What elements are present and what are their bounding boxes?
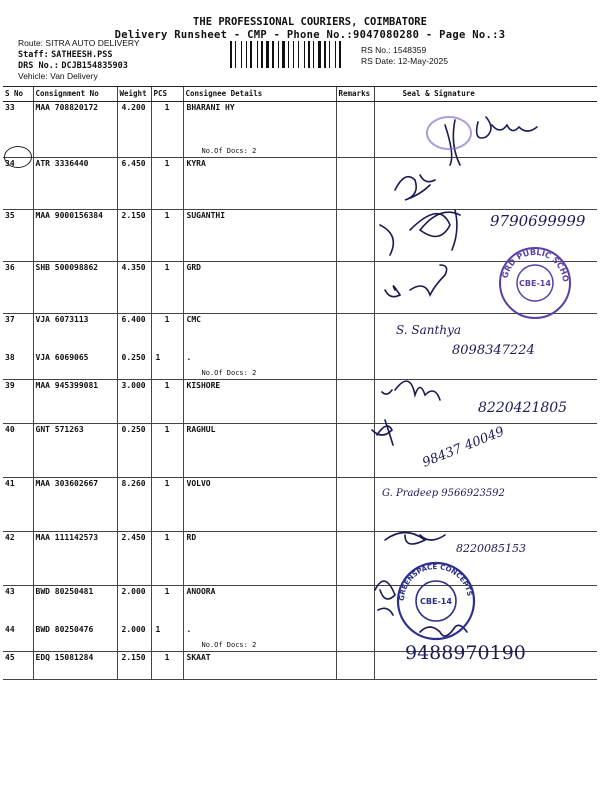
company-stamp-inner: CBE-14 xyxy=(420,597,452,606)
barcode xyxy=(230,41,355,68)
consignee-name: VOLVO xyxy=(186,479,211,488)
barcode-bar xyxy=(278,41,279,68)
table-row xyxy=(3,262,597,314)
serial-number: 36 xyxy=(5,263,15,272)
serial-number: 42 xyxy=(5,533,15,542)
consignee-name: KISHORE xyxy=(186,381,221,390)
pieces-cell xyxy=(151,380,183,424)
consignment-number-cell xyxy=(33,532,117,586)
barcode-bar xyxy=(298,41,299,68)
consignee-name-sub: . xyxy=(186,625,192,634)
weight-cell xyxy=(117,424,151,478)
barcode-bar xyxy=(324,41,326,68)
barcode-bar xyxy=(331,41,334,68)
vehicle-info xyxy=(18,71,98,82)
barcode-bar xyxy=(241,41,242,68)
weight-cell xyxy=(117,262,151,314)
pieces: 1 xyxy=(164,533,170,542)
table-row xyxy=(3,532,597,586)
barcode-bar xyxy=(337,41,338,68)
handwritten-phone-39: 8220421805 xyxy=(478,400,568,416)
consignee-name: ANOORA xyxy=(186,587,216,596)
barcode-bar xyxy=(286,41,287,68)
col-seal-signature: Seal & Signature xyxy=(374,87,597,102)
barcode-bar xyxy=(288,41,289,68)
table-row xyxy=(3,424,597,478)
weight: 8.260 xyxy=(121,479,146,488)
consignment-number-cell xyxy=(33,380,117,424)
table-row xyxy=(3,158,597,210)
serial-number-cell xyxy=(3,314,33,380)
barcode-bar xyxy=(259,41,260,68)
barcode-bar xyxy=(313,41,314,68)
barcode-bar xyxy=(282,41,285,68)
barcode-bar xyxy=(246,41,247,68)
serial-number-cell xyxy=(3,532,33,586)
barcode-bar xyxy=(248,41,249,68)
weight-cell xyxy=(117,314,151,380)
consignment-number: VJA 6073113 xyxy=(35,315,89,324)
consignee-name: RAGHUL xyxy=(186,425,216,434)
signature-cell xyxy=(374,102,597,158)
consignee-name: CMC xyxy=(186,315,201,324)
col-weight: Weight xyxy=(117,87,151,102)
serial-number: 41 xyxy=(5,479,15,488)
consignment-table xyxy=(3,86,597,680)
weight-cell xyxy=(117,380,151,424)
drs-value: DCJB154835903 xyxy=(61,61,128,71)
weight: 2.000 xyxy=(121,587,146,596)
pieces-sub: 1 xyxy=(155,353,161,362)
company-title: THE PROFESSIONAL COURIERS, COIMBATORE xyxy=(193,16,427,28)
docs-count-sub: No.Of Docs: 2 xyxy=(201,369,257,377)
barcode-bar xyxy=(264,41,265,68)
consignment-number-cell xyxy=(33,652,117,680)
consignee-cell xyxy=(183,652,336,680)
consignment-number: MAA 708820172 xyxy=(35,103,99,112)
weight-cell xyxy=(117,210,151,262)
consignee-name: GRD xyxy=(186,263,201,272)
consignee-cell xyxy=(183,532,336,586)
pieces: 1 xyxy=(164,315,170,324)
consignment-number-cell xyxy=(33,478,117,532)
serial-number: 34 xyxy=(5,159,15,168)
pieces: 1 xyxy=(164,211,170,220)
consignment-number-sub: BWD 80250476 xyxy=(35,625,94,634)
consignee-cell xyxy=(183,314,336,380)
pieces-cell xyxy=(151,424,183,478)
barcode-bar xyxy=(306,41,307,68)
serial-number: 35 xyxy=(5,211,15,220)
staff-label: Staff: xyxy=(18,50,49,60)
remarks-cell xyxy=(336,158,374,210)
barcode-bar xyxy=(272,41,274,68)
handwritten-name-41: G. Pradeep 9566923592 xyxy=(382,488,505,499)
barcode-bar xyxy=(266,41,269,68)
consignee-name: RD xyxy=(186,533,197,542)
handwritten-phone-45: 9488970190 xyxy=(405,642,526,664)
vehicle-label: Vehicle: xyxy=(18,71,48,81)
weight: 6.400 xyxy=(121,315,146,324)
consignment-number-sub: VJA 6069065 xyxy=(35,353,89,362)
barcode-bar xyxy=(253,41,256,68)
pieces: 1 xyxy=(164,263,170,272)
weight: 2.450 xyxy=(121,533,146,542)
table-row xyxy=(3,102,597,158)
pieces-cell xyxy=(151,210,183,262)
pieces: 1 xyxy=(164,587,170,596)
consignment-number-cell xyxy=(33,102,117,158)
serial-number-sub: 44 xyxy=(5,625,15,634)
barcode-bar xyxy=(304,41,305,68)
pieces-cell xyxy=(151,158,183,210)
serial-number: 33 xyxy=(5,103,15,112)
school-stamp-text: GRD PUBLIC SCHO xyxy=(500,247,571,283)
staff-value: SATHEESH.PSS xyxy=(51,50,113,60)
pieces-cell xyxy=(151,314,183,380)
remarks-cell xyxy=(336,652,374,680)
serial-number-cell xyxy=(3,424,33,478)
consignee-cell xyxy=(183,380,336,424)
consignee-name-sub: . xyxy=(186,353,192,362)
barcode-bar xyxy=(335,41,336,68)
consignment-number: MAA 111142573 xyxy=(35,533,99,542)
table-row xyxy=(3,478,597,532)
consignment-number-cell xyxy=(33,262,117,314)
consignee-cell xyxy=(183,210,336,262)
serial-number: 37 xyxy=(5,315,15,324)
consignment-number: BWD 80250481 xyxy=(35,587,94,596)
consignment-number-cell xyxy=(33,158,117,210)
remarks-cell xyxy=(336,532,374,586)
consignment-number-cell xyxy=(33,210,117,262)
handwritten-name-37: S. Santhya xyxy=(396,323,462,337)
handwritten-phone-42: 8220085153 xyxy=(456,542,526,555)
rs-date: RS Date: 12-May-2025 xyxy=(361,56,448,66)
consignee-name: SKAAT xyxy=(186,653,211,662)
remarks-cell xyxy=(336,424,374,478)
handwritten-phone-38: 8098347224 xyxy=(452,343,535,358)
consignee-name: KYRA xyxy=(186,159,206,168)
signature-cell xyxy=(374,478,597,532)
barcode-bar xyxy=(257,41,258,68)
barcode-bar xyxy=(329,41,330,68)
pieces-cell xyxy=(151,652,183,680)
col-consignee: Consignee Details xyxy=(183,87,336,102)
barcode-bar xyxy=(243,41,245,68)
consignment-number-cell xyxy=(33,314,117,380)
barcode-bar xyxy=(308,41,310,68)
serial-number-cell xyxy=(3,652,33,680)
barcode-bar xyxy=(280,41,281,68)
serial-number-cell xyxy=(3,262,33,314)
serial-number-sub: 38 xyxy=(5,353,15,362)
remarks-cell xyxy=(336,314,374,380)
barcode-bar xyxy=(295,41,297,68)
rs-number: RS No.: 1548359 xyxy=(361,45,427,55)
consignee-cell xyxy=(183,158,336,210)
col-remarks: Remarks xyxy=(336,87,374,102)
barcode-bar xyxy=(270,41,271,68)
remarks-cell xyxy=(336,102,374,158)
consignment-number: MAA 945399081 xyxy=(35,381,99,390)
serial-number-cell xyxy=(3,380,33,424)
serial-number-cell xyxy=(3,478,33,532)
remarks-cell xyxy=(336,210,374,262)
barcode-bar xyxy=(233,41,234,68)
consignee-cell xyxy=(183,586,336,652)
remarks-cell xyxy=(336,586,374,652)
weight: 4.200 xyxy=(121,103,146,112)
consignee-name: SUGANTHI xyxy=(186,211,226,220)
weight: 4.350 xyxy=(121,263,146,272)
weight-cell xyxy=(117,586,151,652)
weight-cell xyxy=(117,102,151,158)
pieces: 1 xyxy=(164,103,170,112)
barcode-bar xyxy=(275,41,277,68)
barcode-bar xyxy=(235,41,236,68)
pieces: 1 xyxy=(164,159,170,168)
consignment-number: SHB 500098862 xyxy=(35,263,99,272)
route-label: Route: xyxy=(18,38,44,48)
weight: 3.000 xyxy=(121,381,146,390)
route-value: SITRA AUTO DELIVERY xyxy=(45,38,140,48)
barcode-bar xyxy=(311,41,312,68)
remarks-cell xyxy=(336,380,374,424)
col-sno: S No xyxy=(3,87,33,102)
barcode-bar xyxy=(315,41,317,68)
signature-cell xyxy=(374,158,597,210)
consignee-cell xyxy=(183,262,336,314)
drs-label: DRS No.: xyxy=(18,61,59,71)
weight: 2.150 xyxy=(121,211,146,220)
weight-cell xyxy=(117,158,151,210)
pieces-cell xyxy=(151,532,183,586)
barcode-bar xyxy=(322,41,323,68)
serial-number: 45 xyxy=(5,653,15,662)
remarks-cell xyxy=(336,262,374,314)
weight: 0.250 xyxy=(121,425,146,434)
serial-number: 39 xyxy=(5,381,15,390)
pieces: 1 xyxy=(164,425,170,434)
barcode-bar xyxy=(261,41,263,68)
consignee-cell xyxy=(183,478,336,532)
barcode-bar xyxy=(250,41,252,68)
weight-sub: 0.250 xyxy=(121,353,146,362)
company-stamp-text: GREENSPACE CONCEPTS xyxy=(397,562,474,602)
serial-number-cell xyxy=(3,210,33,262)
pieces-cell xyxy=(151,262,183,314)
pieces-cell xyxy=(151,478,183,532)
barcode-bar xyxy=(300,41,303,68)
consignment-number: EDQ 15081284 xyxy=(35,653,94,662)
consignment-number-cell xyxy=(33,586,117,652)
pieces-cell xyxy=(151,102,183,158)
weight-cell xyxy=(117,532,151,586)
serial-number: 40 xyxy=(5,425,15,434)
consignee-cell xyxy=(183,424,336,478)
weight: 6.450 xyxy=(121,159,146,168)
weight-cell xyxy=(117,478,151,532)
school-stamp-inner: CBE-14 xyxy=(519,279,551,288)
remarks-cell xyxy=(336,478,374,532)
weight-cell xyxy=(117,652,151,680)
barcode-bar xyxy=(293,41,294,68)
runsheet-title: Delivery Runsheet - CMP - Phone No.:9047080280 - Page No.:3 xyxy=(114,29,506,41)
consignment-number: MAA 303602667 xyxy=(35,479,99,488)
col-pcs: PCS xyxy=(151,87,183,102)
table-header xyxy=(3,87,597,102)
col-consignment: Consignment No xyxy=(33,87,117,102)
pieces: 1 xyxy=(164,479,170,488)
consignment-number: GNT 571263 xyxy=(35,425,84,434)
weight: 2.150 xyxy=(121,653,146,662)
vehicle-value: Van Delivery xyxy=(50,71,98,81)
consignment-number: ATR 3336440 xyxy=(35,159,89,168)
consignee-name: BHARANI HY xyxy=(186,103,235,112)
pieces: 1 xyxy=(164,653,170,662)
weight-sub: 2.000 xyxy=(121,625,146,634)
pieces: 1 xyxy=(164,381,170,390)
signature-cell xyxy=(374,532,597,586)
route-info xyxy=(18,38,140,49)
barcode-bar xyxy=(318,41,321,68)
consignment-number-cell xyxy=(33,424,117,478)
handwritten-phone-35: 9790699999 xyxy=(490,212,586,230)
serial-number: 43 xyxy=(5,587,15,596)
barcode-bar xyxy=(290,41,292,68)
sno-34-circle-mark xyxy=(4,146,32,168)
consignment-number: MAA 9000156384 xyxy=(35,211,103,220)
consignee-cell xyxy=(183,102,336,158)
pieces-cell xyxy=(151,586,183,652)
signature-cell xyxy=(374,262,597,314)
barcode-bar xyxy=(230,41,232,68)
pieces-sub: 1 xyxy=(155,625,161,634)
handwritten-phone-40: 98437 40049 xyxy=(420,424,507,471)
docs-count-sub: No.Of Docs: 2 xyxy=(201,641,257,649)
barcode-bar xyxy=(237,41,240,68)
barcode-bar xyxy=(339,41,341,68)
barcode-bar xyxy=(327,41,328,68)
serial-number-cell xyxy=(3,586,33,652)
docs-count: No.Of Docs: 2 xyxy=(201,147,257,155)
